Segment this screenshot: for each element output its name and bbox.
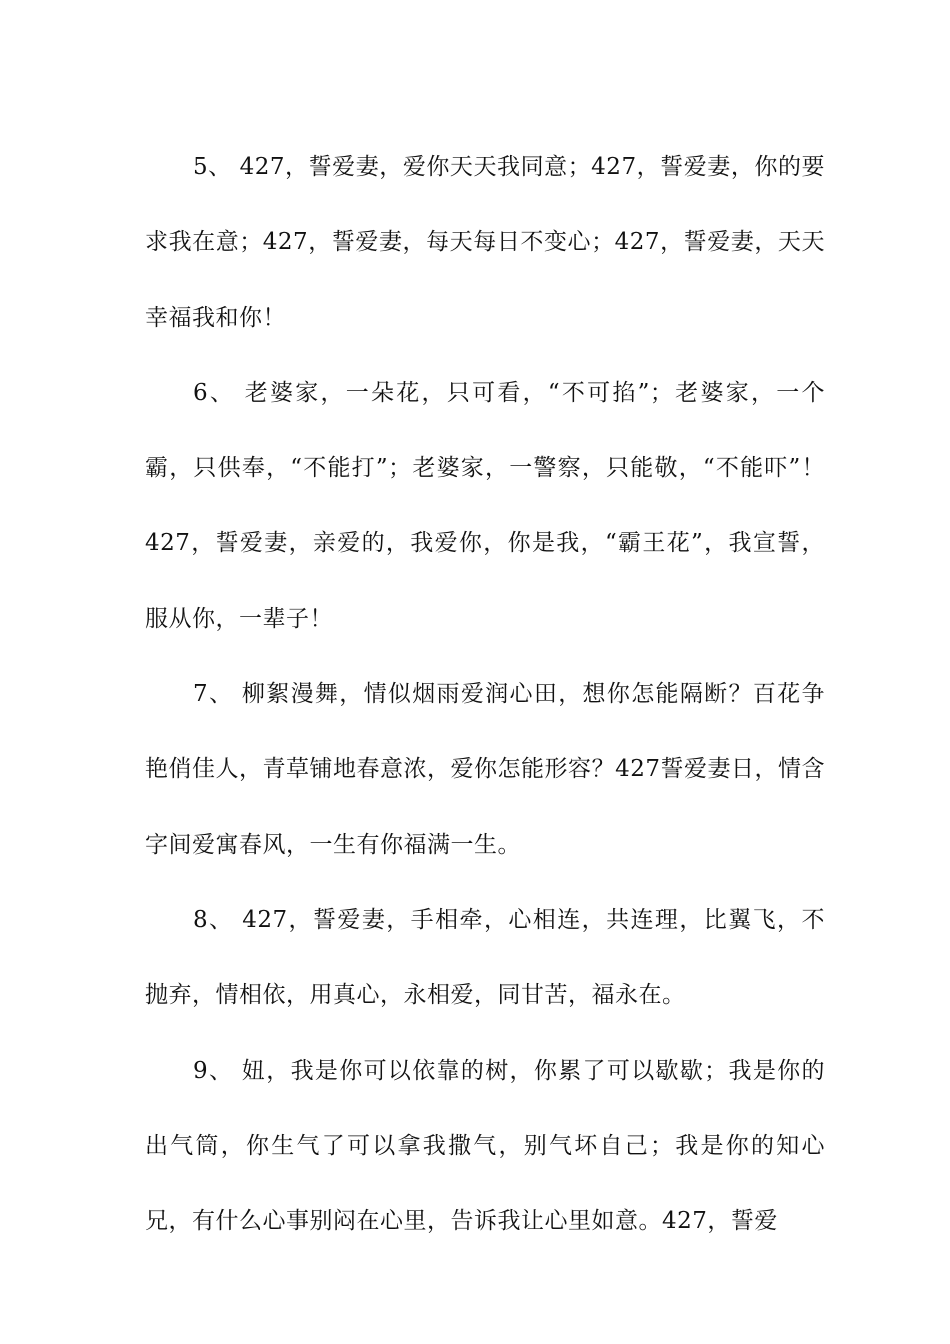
paragraph-8: 8、 427，誓爱妻，手相牵，心相连，共连理，比翼飞，不抛弃，情相依，用真心，永相爱，同甘苦，福永在。 [145, 906, 825, 1009]
paragraph-7: 7、 柳絮漫舞，情似烟雨爱润心田，想你怎能隔断？百花争艳俏佳人，青草铺地春意浓，爱你怎能形容？427誓爱妻日，情含字间爱寓春风，一生有你福满一生。 [145, 681, 825, 858]
document-body [145, 130, 825, 1259]
paragraph-5: 5、 427，誓爱妻，爱你天天我同意；427，誓爱妻，你的要求我在意；427，誓爱妻，每天每日不变心；427，誓爱妻，天天幸福我和你！ [145, 154, 825, 331]
paragraph-6: 6、 老婆家，一朵花，只可看，“不可掐”；老婆家，一个霸，只供奉，“不能打”；老婆家，一警察，只能敬，“不能吓”！427，誓爱妻，亲爱的，我爱你，你是我，“霸王花”，我宣誓，服从你，一辈子！ [145, 379, 825, 632]
paragraph-9: 9、 妞，我是你可以依靠的树，你累了可以歇歇；我是你的出气筒，你生气了可以拿我撒气，别气坏自己；我是你的知心兄，有什么心事别闷在心里，告诉我让心里如意。427，誓爱 [145, 1057, 825, 1235]
